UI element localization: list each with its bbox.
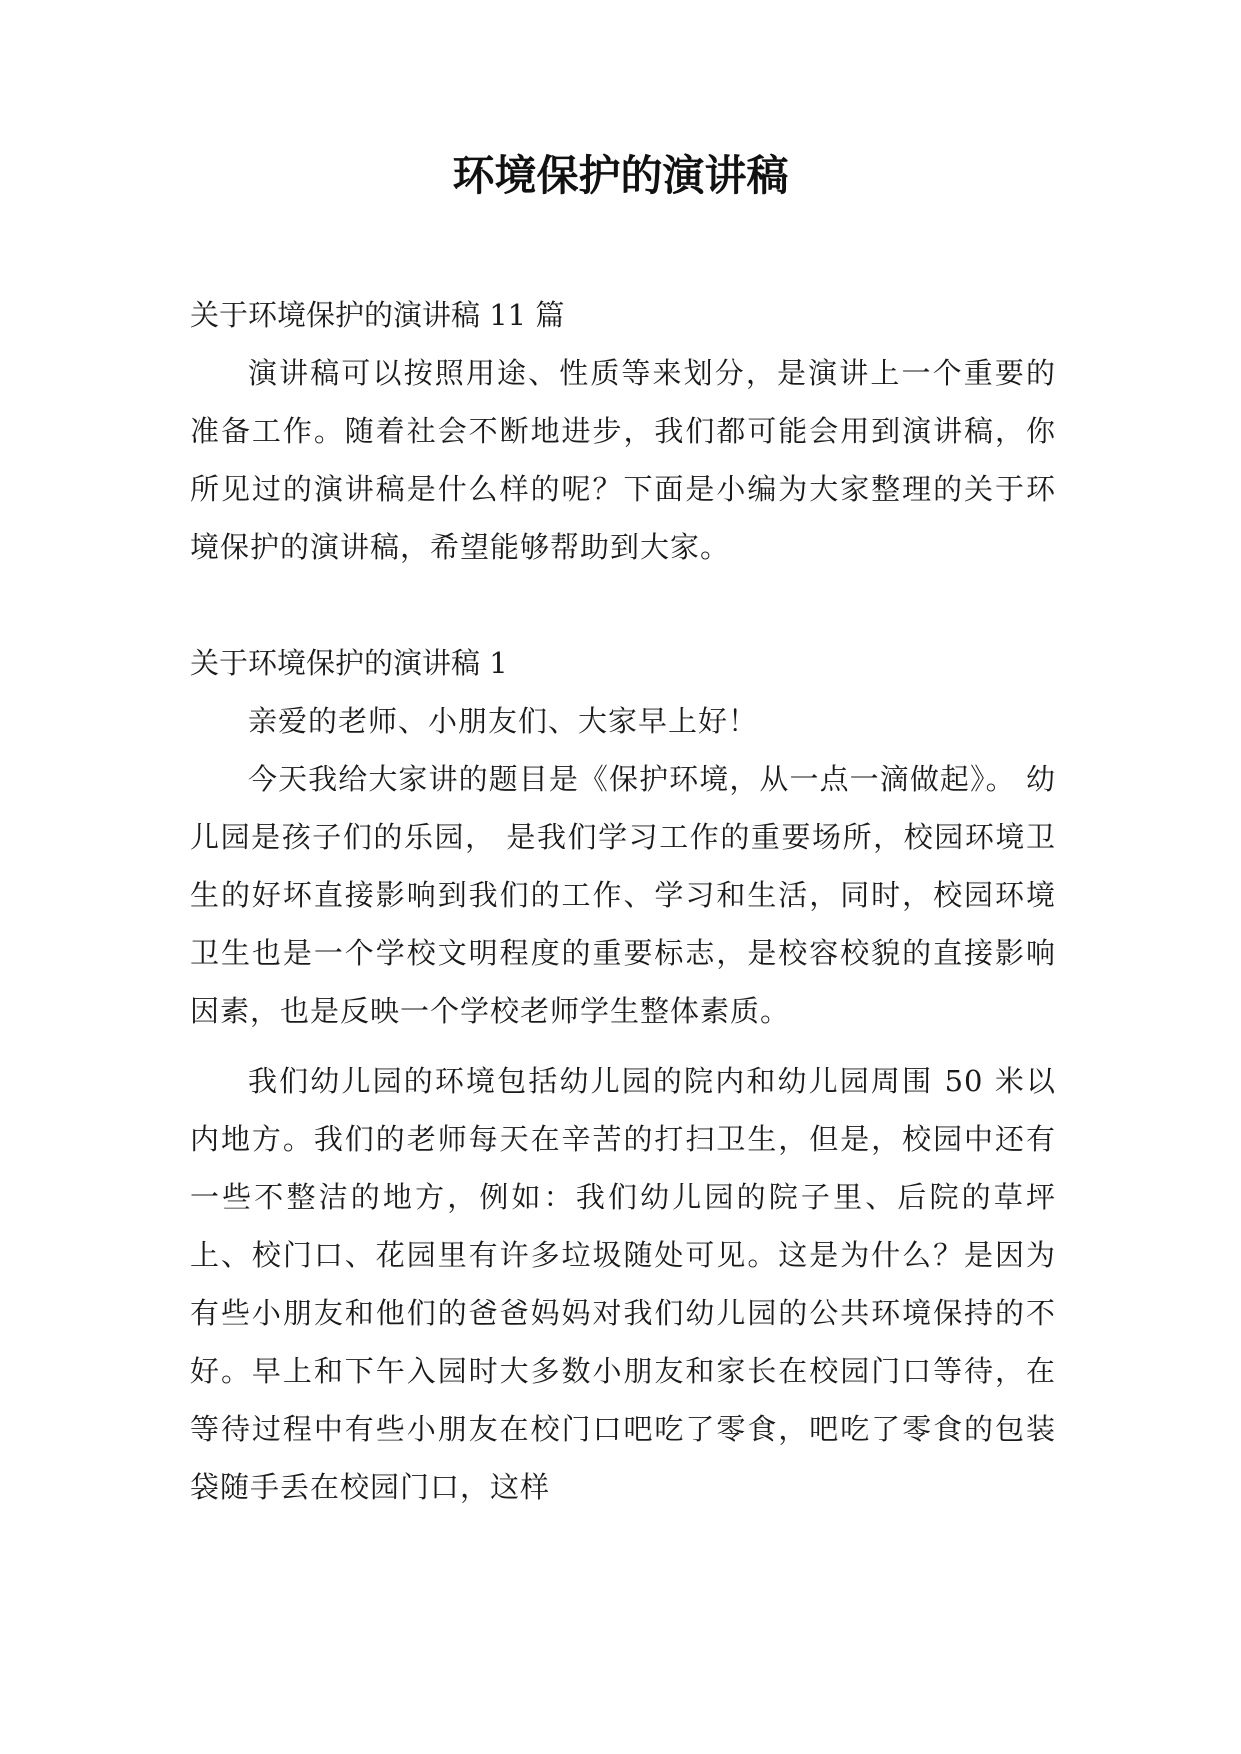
intro-heading: 关于环境保护的演讲稿 11 篇 — [190, 298, 565, 332]
document-title: 环境保护的演讲稿 — [452, 151, 789, 200]
section-spacer — [190, 576, 1056, 634]
section-1-greeting: 亲爱的老师、小朋友们、大家早上好！ — [248, 704, 759, 738]
section-1-paragraph-2: 我们幼儿园的环境包括幼儿园的院内和幼儿园周围 50 米以内地方。我们的老师每天在辛苦的打扫卫生，但是，校园中还有一些不整洁的地方，例如：我们幼儿园的院子里、后院的草坪上、校门口、花园里有许多垃圾随处可见。这是为什么？是因为 有些小朋友和他们的爸爸妈妈对我们幼儿园的公共环境保持的不好。早上和下午入园时大多数小朋友和家长在校园门口等待，在等待过程中有些小朋友在校门口吧吃了零食，吧吃了零食的包装袋随手丢在校园门口，这样 — [190, 1064, 1056, 1504]
document-body — [190, 286, 1056, 1516]
intro-paragraph: 演讲稿可以按照用途、性质等来划分，是演讲上一个重要的准备工作。随着社会不断地进步，我们都可能会用到演讲稿，你所见过的演讲稿是什么样的呢？下面是小编为大家整理的关于环境保护的演讲稿，希望能够帮助到大家。 — [190, 356, 1056, 564]
paragraph-spacer — [190, 1040, 1056, 1052]
section-1-paragraph-1: 今天我给大家讲的题目是《保护环境，从一点一滴做起》。 幼儿园是孩子们的乐园， 是我们学习工作的重要场所，校园环境卫生的好坏直接影响到我们的工作、学习和生活，同时，校园环境卫生也是一个学校文明程度的重要标志，是校容校貌的直接影响因素，也是反映一个学校老师学生整体素质。 — [190, 762, 1056, 1028]
section-1-heading: 关于环境保护的演讲稿 1 — [190, 646, 508, 680]
